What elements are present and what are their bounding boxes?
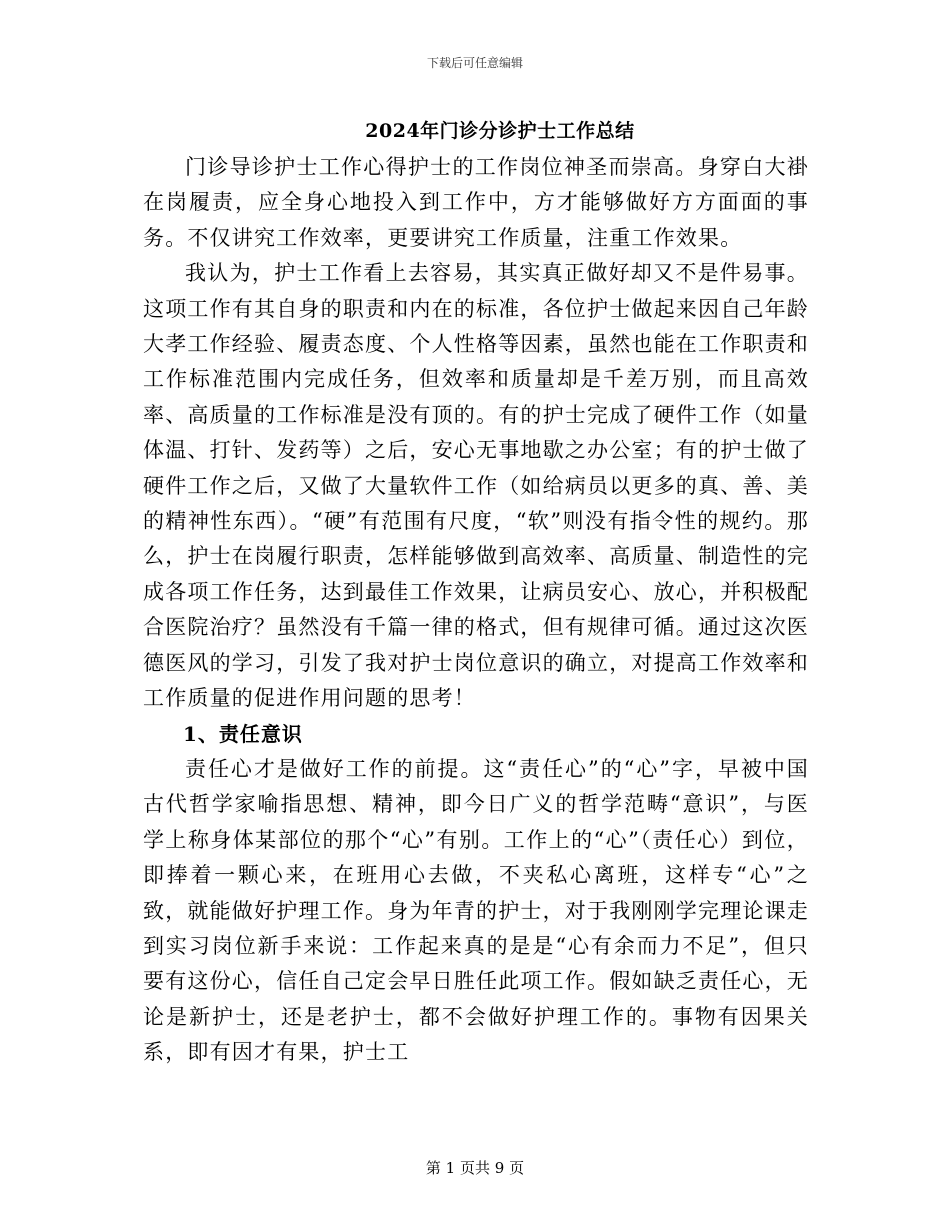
paragraph-intro: 门诊导诊护士工作心得护士的工作岗位神圣而崇高。身穿白大褂在岗履责，应全身心地投入到工作中，方才能够做好方方面面的事务。不仅讲究工作效率，更要讲究工作质量，注重工作效果。 bbox=[143, 155, 809, 250]
page-footer: 第 1 页共 9 页 bbox=[425, 1159, 525, 1177]
document-body bbox=[143, 150, 809, 1071]
header-note: 下载后可任意编辑 bbox=[426, 56, 523, 70]
document-title: 2024年门诊分诊护士工作总结 bbox=[365, 120, 635, 142]
paragraph-opinion: 我认为，护士工作看上去容易，其实真正做好却又不是件易事。这项工作有其自身的职责和内在的标准，各位护士做起来因自己年龄大孝工作经验、履责态度、个人性格等因素，虽然也能在工作职责和工作标准范围内完成任务，但效率和质量却是千差万别，而且高效率、高质量的工作标准是没有顶的。有的护士完成了硬件工作（如量体温、打针、发药等）之后，安心无事地歇之办公室；有的护士做了硬件工作之后，又做了大量软件工作（如给病员以更多的真、善、美的精神性东西）。“硬”有范围有尺度，“软”则没有指令性的规约。那么，护士在岗履行职责，怎样能够做到高效率、高质量、制造性的完成各项工作任务，达到最佳工作效果，让病员安心、放心，并积极配合医院治疗？虽然没有千篇一律的格式，但有规律可循。通过这次医德医风的学习，引发了我对护士岗位意识的确立，对提高工作效率和工作质量的促进作用问题的思考！ bbox=[143, 261, 809, 711]
section-heading: 1、责任意识 bbox=[183, 721, 303, 746]
paragraph-responsibility: 责任心才是做好工作的前提。这“责任心”的“心”字，早被中国古代哲学家喻指思想、精神，即今日广义的哲学范畴“意识”，与医学上称身体某部位的那个“心”有别。工作上的“心”（责任心）到位，即捧着一颗心来，在班用心去做，不夹私心离班，这样专“心”之致，就能做好护理工作。身为年青的护士，对于我刚刚学完理论课走到实习岗位新手来说：工作起来真的是是“心有余而力不足”，但只要有这份心，信任自己定会早日胜任此项工作。假如缺乏责任心，无论是新护士，还是老护士，都不会做好护理工作的。事物有因果关系，即有因才有果，护士工 bbox=[143, 756, 809, 1065]
